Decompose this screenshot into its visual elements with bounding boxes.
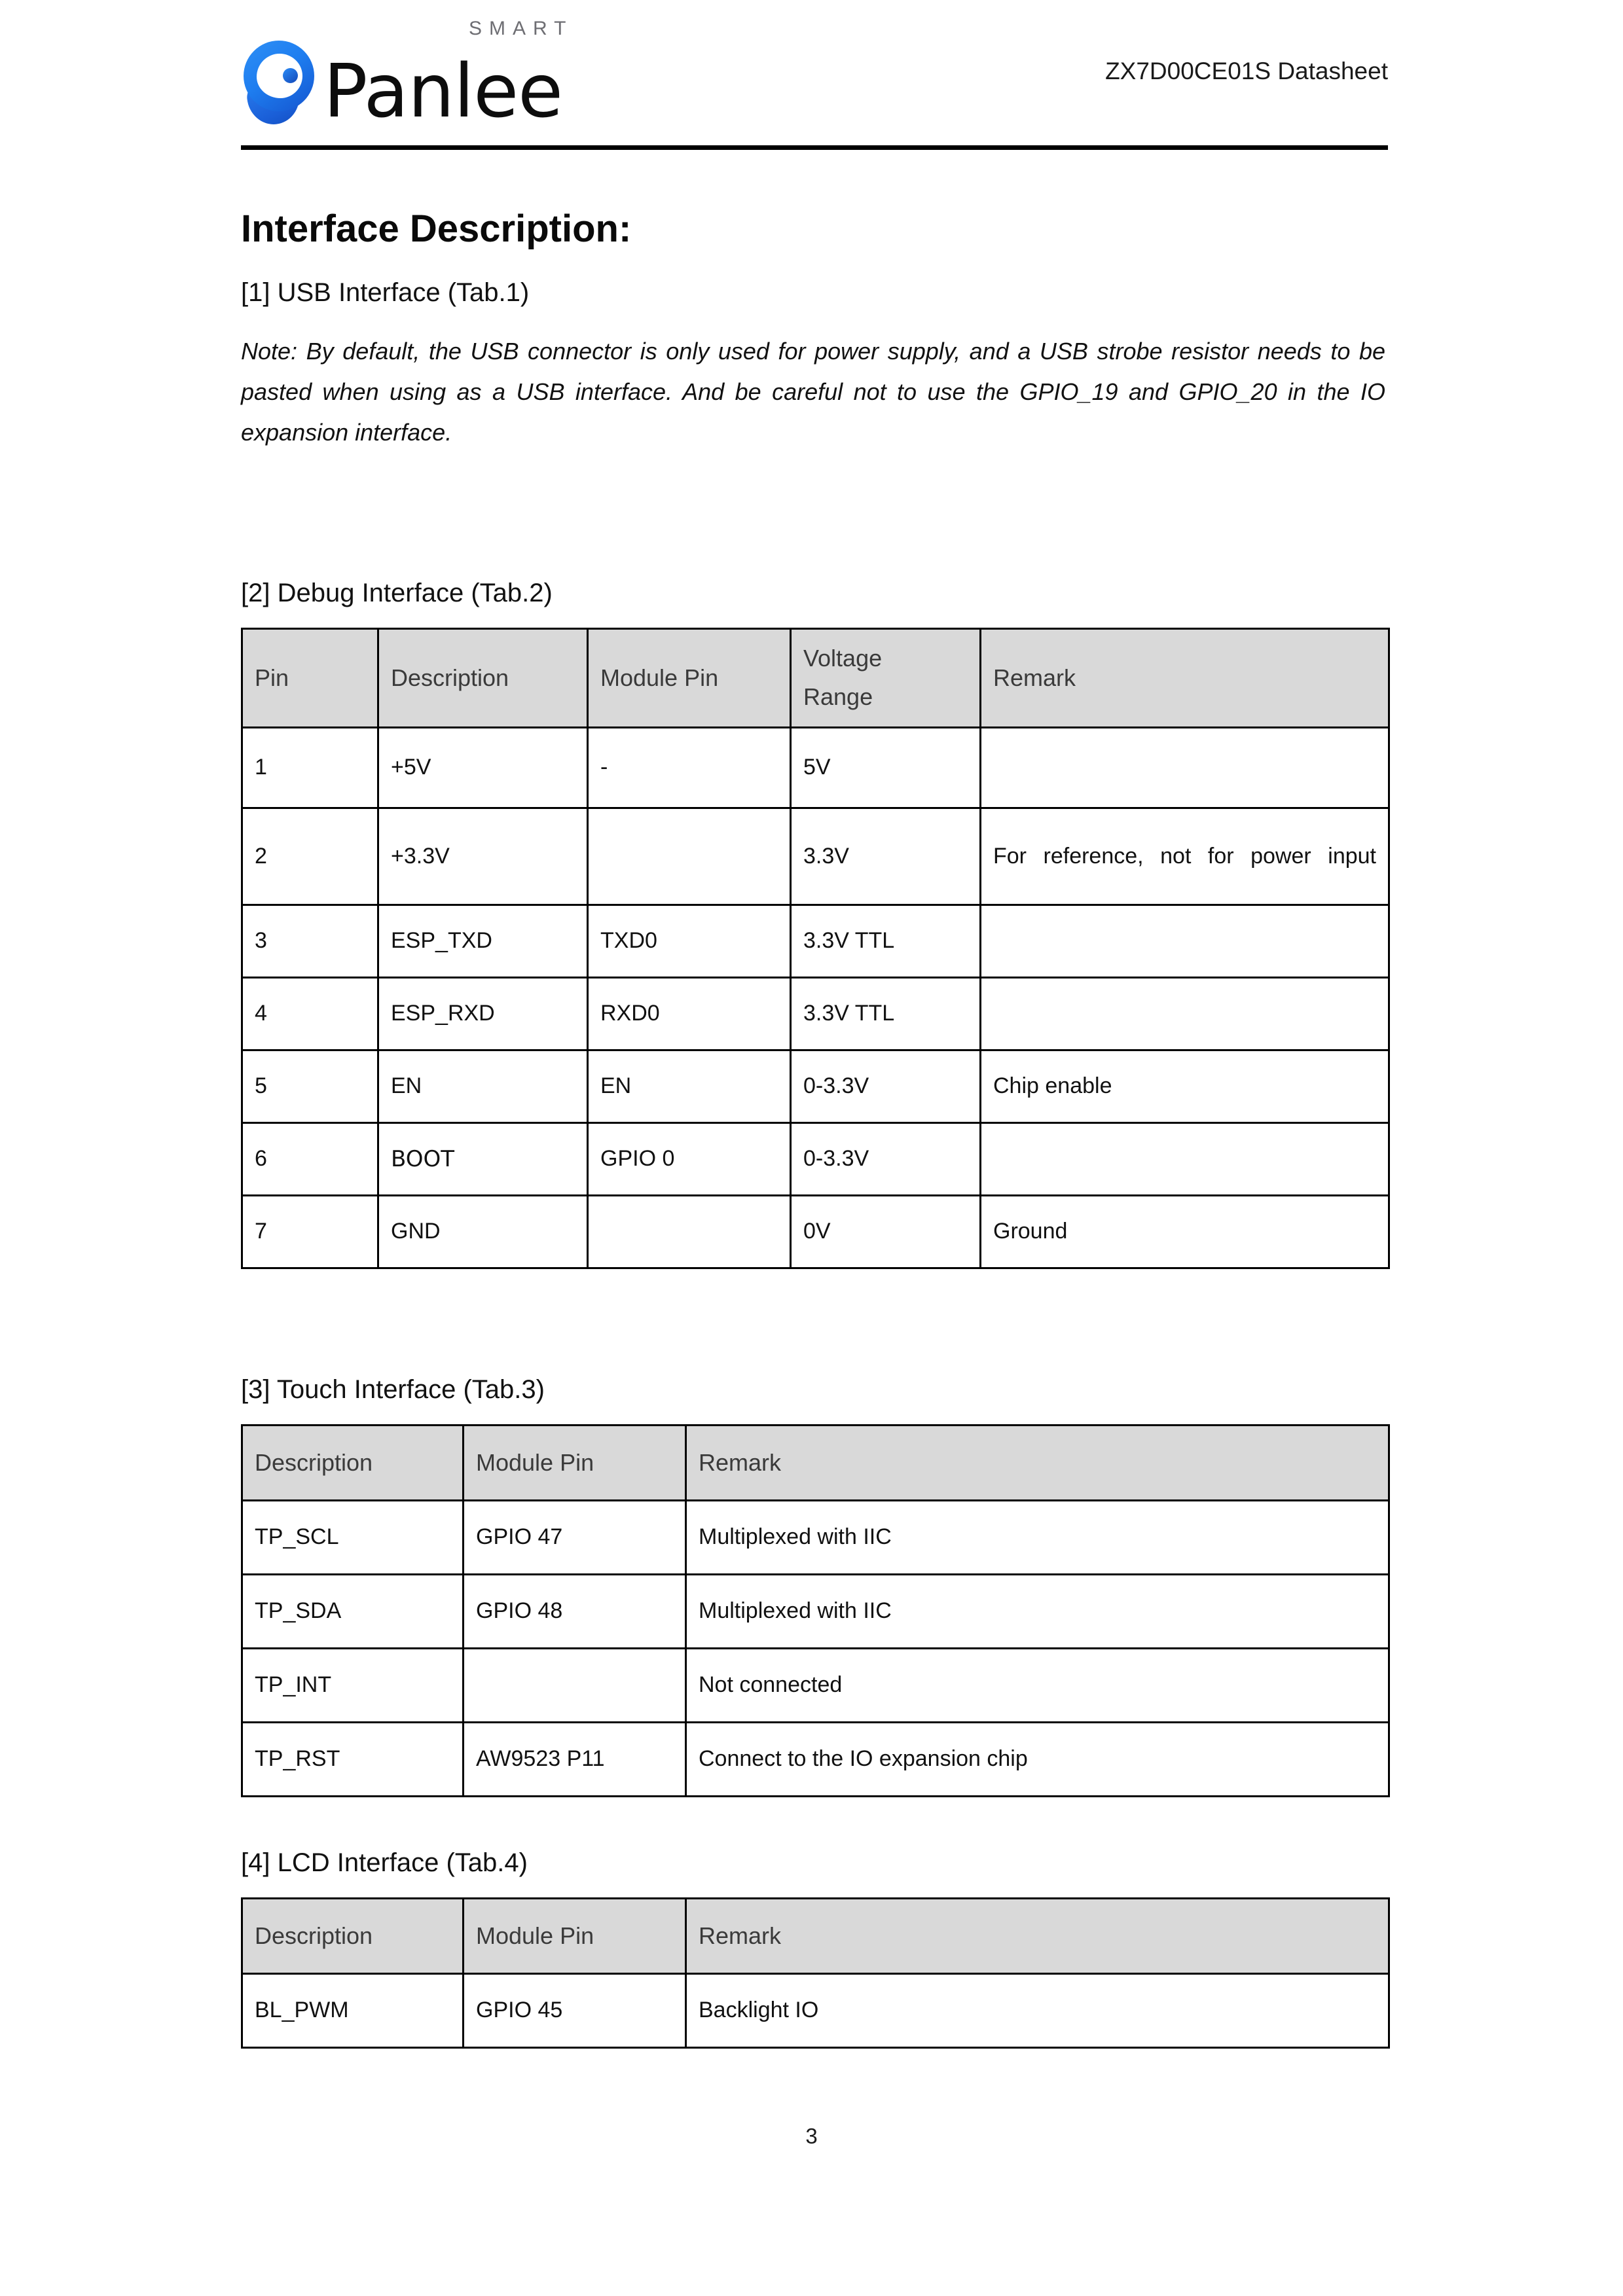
brand-logo xyxy=(241,17,574,134)
cell-pin: 7 xyxy=(242,1195,378,1268)
cell-description: BOOT xyxy=(378,1122,588,1195)
section-label-usb: [1] USB Interface (Tab.1) xyxy=(241,278,530,307)
cell-module-pin xyxy=(588,1195,791,1268)
cell-module-pin: RXD0 xyxy=(588,977,791,1050)
cell-remark xyxy=(981,977,1389,1050)
logo-pupil-shape xyxy=(283,68,298,83)
touch-interface-table xyxy=(241,1424,1390,1797)
cell-module-pin: AW9523 P11 xyxy=(464,1722,686,1796)
cell-voltage: 0-3.3V xyxy=(791,1050,981,1122)
cell-module-pin: GPIO 0 xyxy=(588,1122,791,1195)
cell-description: +3.3V xyxy=(378,808,588,905)
table-row xyxy=(242,808,1389,905)
cell-pin: 4 xyxy=(242,977,378,1050)
table-row xyxy=(242,1574,1389,1648)
cell-module-pin: GPIO 48 xyxy=(464,1574,686,1648)
cell-description: +5V xyxy=(378,727,588,808)
cell-remark: Not connected xyxy=(686,1648,1389,1722)
section-label-touch: [3] Touch Interface (Tab.3) xyxy=(241,1374,545,1404)
cell-pin: 5 xyxy=(242,1050,378,1122)
panlee-logo-icon xyxy=(241,39,318,126)
column-header-module-pin: Module Pin xyxy=(464,1425,686,1500)
cell-remark: Ground xyxy=(981,1195,1389,1268)
table-header-row xyxy=(242,1898,1389,1973)
voltage-range-line-1: Voltage xyxy=(803,645,883,672)
debug-interface-table xyxy=(241,628,1390,1269)
cell-pin: 2 xyxy=(242,808,378,905)
page-title: Interface Description: xyxy=(241,207,632,250)
cell-module-pin: - xyxy=(588,727,791,808)
cell-remark xyxy=(981,905,1389,977)
column-header-voltage-range xyxy=(791,628,981,727)
cell-description: ESP_RXD xyxy=(378,977,588,1050)
cell-module-pin: GPIO 45 xyxy=(464,1973,686,2047)
column-header-remark: Remark xyxy=(686,1898,1389,1973)
cell-voltage: 0-3.3V xyxy=(791,1122,981,1195)
table-row xyxy=(242,1973,1389,2047)
header-divider xyxy=(241,145,1388,150)
table-row xyxy=(242,1050,1389,1122)
table-row xyxy=(242,727,1389,808)
cell-voltage: 5V xyxy=(791,727,981,808)
cell-module-pin xyxy=(588,808,791,905)
column-header-remark: Remark xyxy=(686,1425,1389,1500)
brand-tagline: SMART xyxy=(469,17,574,39)
table-header-row xyxy=(242,628,1389,727)
cell-pin: 3 xyxy=(242,905,378,977)
cell-description: GND xyxy=(378,1195,588,1268)
cell-remark: Backlight IO xyxy=(686,1973,1389,2047)
cell-pin: 1 xyxy=(242,727,378,808)
page-number: 3 xyxy=(805,2124,818,2148)
page-content xyxy=(241,0,1388,2049)
table-row xyxy=(242,1648,1389,1722)
column-header-description: Description xyxy=(378,628,588,727)
section-label-lcd: [4] LCD Interface (Tab.4) xyxy=(241,1848,528,1877)
cell-module-pin: TXD0 xyxy=(588,905,791,977)
cell-remark: Multiplexed with IIC xyxy=(686,1500,1389,1574)
column-header-pin: Pin xyxy=(242,628,378,727)
page-header xyxy=(241,0,1388,151)
cell-remark: Multiplexed with IIC xyxy=(686,1574,1389,1648)
cell-description: TP_SCL xyxy=(242,1500,464,1574)
cell-voltage: 3.3V TTL xyxy=(791,905,981,977)
column-header-module-pin: Module Pin xyxy=(464,1898,686,1973)
cell-pin: 6 xyxy=(242,1122,378,1195)
document-header-title: ZX7D00CE01S Datasheet xyxy=(1105,58,1388,84)
column-header-remark: Remark xyxy=(981,628,1389,727)
cell-remark: For reference, not for power input xyxy=(981,808,1389,905)
brand-wordmark xyxy=(323,17,574,134)
column-header-description: Description xyxy=(242,1898,464,1973)
cell-module-pin: GPIO 47 xyxy=(464,1500,686,1574)
cell-remark xyxy=(981,727,1389,808)
section-label-debug: [2] Debug Interface (Tab.2) xyxy=(241,578,553,607)
cell-description: BL_PWM xyxy=(242,1973,464,2047)
cell-module-pin xyxy=(464,1648,686,1722)
cell-voltage: 3.3V xyxy=(791,808,981,905)
cell-voltage: 0V xyxy=(791,1195,981,1268)
column-header-module-pin: Module Pin xyxy=(588,628,791,727)
column-header-description: Description xyxy=(242,1425,464,1500)
lcd-interface-table xyxy=(241,1897,1390,2049)
cell-remark: Connect to the IO expansion chip xyxy=(686,1722,1389,1796)
cell-description: TP_INT xyxy=(242,1648,464,1722)
usb-interface-note: Note: By default, the USB connector is only used for power supply, and a USB strobe resistor needs to be pasted when using as a USB interface. And be careful not to use the GPIO_19 and GPIO_20 in the IO expansion interface. xyxy=(241,338,1385,446)
table-row xyxy=(242,1195,1389,1268)
cell-description: TP_RST xyxy=(242,1722,464,1796)
table-row xyxy=(242,1722,1389,1796)
voltage-range-line-2: Range xyxy=(803,683,873,710)
brand-name: Panlee xyxy=(323,48,563,134)
table-row xyxy=(242,977,1389,1050)
cell-description: EN xyxy=(378,1050,588,1122)
cell-description: TP_SDA xyxy=(242,1574,464,1648)
table-row xyxy=(242,905,1389,977)
cell-description: ESP_TXD xyxy=(378,905,588,977)
table-row xyxy=(242,1500,1389,1574)
cell-module-pin: EN xyxy=(588,1050,791,1122)
table-row xyxy=(242,1122,1389,1195)
table-header-row xyxy=(242,1425,1389,1500)
cell-remark xyxy=(981,1122,1389,1195)
cell-voltage: 3.3V TTL xyxy=(791,977,981,1050)
cell-remark: Chip enable xyxy=(981,1050,1389,1122)
